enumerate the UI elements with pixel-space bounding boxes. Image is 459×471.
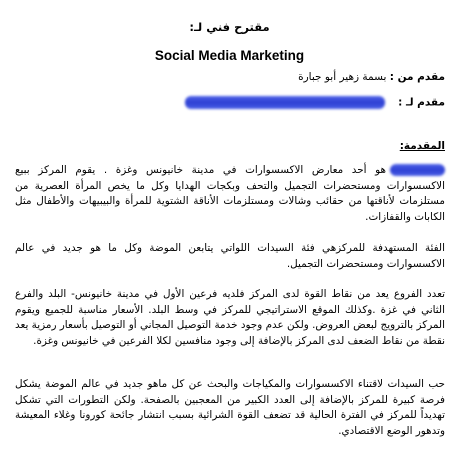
submitted-by-value: بسمة زهير أبو جبارة [298,71,387,83]
redaction-mark [390,164,445,176]
proposal-title-arabic: مقترح فني لـ: [189,20,270,34]
intro-paragraph-3: تعدد الفروع يعد من نقاط القوة لدى المركز فلديه فرعين الأول في مدينة خانيونس- البلد والفرع الثاني في غزة .وكذلك الموقع الاستراتيجي للمركز في وسط البلد. الأسعار مناسبة للجميع ويقوم المركز بالترويج لبعض العروض. ولكن عدم وجود خدمة التوصيل المجاني أو التوصيل بأسعار رمزية يعد نقطة من نقاط الضعف لدى المركز بالإضافة إلى وجود منافسين لكلا الفرعين في خانيونس وغزة. [15,288,445,347]
proposal-title-english: Social Media Marketing [154,48,305,63]
intro-paragraph-2: الفئة المستهدفة للمركزهي فئة السيدات اللواتي يتابعن الموضة وكل ما هو جديد في عالم الاكسسوارات ومستحضرات التجميل. [15,242,445,270]
introduction-heading: المقدمة: [399,140,445,152]
submitted-to-row [185,96,445,109]
redaction-mark [185,96,385,109]
submitted-by-row [298,71,445,83]
submitted-by-label: مقدم من : [389,71,445,83]
intro-paragraph-4: حب السيدات لاقتناء الاكسسوارات والمكياجات والبحث عن كل ماهو جديد في عالم الموضة يشكل فرصة كبيرة للمركز بالإضافة إلى العدد الكبير من المعجبين بالصفحة. ولكن التطورات التي تشكل تهديداً للمركز في الفترة الحالية قد تضعف القوة الشرائية بسبب انتشار جائحة كورونا وغلاء المعيشة وتدهور الوضع الاقتصادي. [15,378,445,437]
intro-paragraph-1-text: هو أحد معارض الاكسسوارات في مدينة خانيونس وغزة . يقوم المركز ببيع الاكسسوارات ومستحضرات التجميل والتحف وبكجات الهدايا وكل ما يخص المرأة العصرية من مستلزمات لأناقتها من حقائب وشالات ومستلزمات الأناقة الشتوية للمرأة والبيبيهات والأطفال مثل الكابات والقفازات. [15,164,445,223]
intro-paragraph-1 [15,163,445,225]
submitted-to-label: مقدم لـ : [398,96,445,109]
